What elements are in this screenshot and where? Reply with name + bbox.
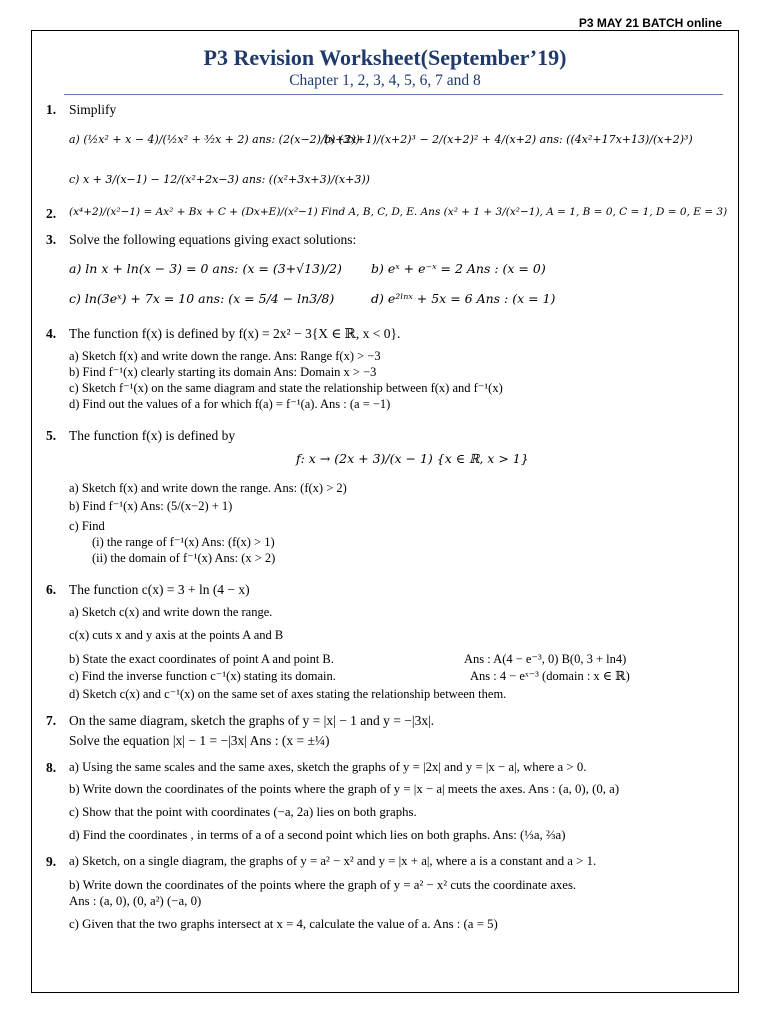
q1-line-1: Simplify [69, 102, 117, 117]
q4-part-c: c) Sketch f⁻¹(x) on the same diagram and state the relationship between f(x) and f⁻¹(x) [69, 381, 503, 395]
q6-part-b: b) State the exact coordinates of point A and point B. [69, 652, 334, 666]
q2-number: 2. [46, 206, 57, 221]
q6-part-b-answer: Ans : A(4 − e⁻³, 0) B(0, 3 + ln4) [464, 652, 627, 666]
worksheet-title: P3 Revision Worksheet(September’19) [203, 45, 567, 70]
worksheet-subtitle: Chapter 1, 2, 3, 4, 5, 6, 7 and 8 [289, 72, 481, 89]
q9-part-a: a) Sketch, on a single diagram, the graphs of y = a² − x² and y = |x + a|, where a is a constant and a > 1. [69, 854, 597, 868]
q3-part-d: d) e²ˡⁿˣ + 5x = 6 Ans : (x = 1) [371, 291, 556, 306]
q3-part-c: c) ln(3eˣ) + 7x = 10 ans: (x = 5/4 − ln3/8) [69, 291, 335, 306]
q9-part-b: b) Write down the coordinates of the points where the graph of y = a² − x² cuts the coordinate axes. [69, 878, 577, 892]
q7-line-2: Solve the equation |x| − 1 = −|3x| Ans : (x = ±¼) [69, 733, 330, 748]
q3-number: 3. [46, 232, 57, 247]
q4-number: 4. [46, 326, 57, 341]
q8-part-a: a) Using the same scales and the same axes, sketch the graphs of y = |2x| and y = |x − a|, where a > 0. [69, 760, 587, 774]
q6-intercept-text: c(x) cuts x and y axis at the points A and B [69, 628, 284, 642]
q1-part-b: b) (3x+1)/(x+2)³ − 2/(x+2)² + 4/(x+2) ans: ((4x²+17x+13)/(x+2)³) [324, 133, 693, 146]
q4-part-a: a) Sketch f(x) and write down the range. Ans: Range f(x) > −3 [69, 349, 381, 363]
batch-header: P3 MAY 21 BATCH online [578, 16, 722, 30]
q3-part-a: a) ln x + ln(x − 3) = 0 ans: (x = (3+√13)/2) [69, 261, 342, 276]
q1-number: 1. [46, 102, 57, 117]
q1-part-a: a) (½x² + x − 4)/(½x² + ³⁄₂x + 2) ans: (2(x−2)/(x+2)) [69, 133, 360, 146]
q4-line-1: The function f(x) is defined by f(x) = 2x² − 3{X ∈ ℝ, x < 0}. [69, 326, 401, 341]
q5-part-c-ii: (ii) the domain of f⁻¹(x) Ans: (x > 2) [92, 551, 276, 565]
q5-part-a: a) Sketch f(x) and write down the range. Ans: (f(x) > 2) [69, 481, 347, 495]
q8-part-b: b) Write down the coordinates of the points where the graph of y = |x − a| meets the axes. Ans : (a, 0), (0, a) [69, 782, 620, 796]
q2-line-1: (x⁴+2)/(x²−1) = Ax² + Bx + C + (Dx+E)/(x²−1) Find A, B, C, D, E. Ans (x² + 1 + 3/(x²−1), A = 1, B = 0, C = 1, D = 0, E = 3) [69, 206, 728, 218]
q8-part-d: d) Find the coordinates , in terms of a of a second point which lies on both graphs. Ans: (⅓a, ⅔a) [69, 828, 566, 842]
q3-line-1: Solve the following equations giving exact solutions: [69, 232, 357, 247]
q5-part-c: c) Find [69, 519, 105, 533]
q5-number: 5. [46, 428, 57, 443]
q5-part-c-i: (i) the range of f⁻¹(x) Ans: (f(x) > 1) [92, 535, 275, 549]
q9-part-c: c) Given that the two graphs intersect at x = 4, calculate the value of a. Ans : (a = 5) [69, 917, 498, 931]
q9-number: 9. [46, 854, 57, 869]
q5-function-def: f: x → (2x + 3)/(x − 1) {x ∈ ℝ, x > 1} [296, 451, 529, 466]
q3-part-b: b) eˣ + e⁻ˣ = 2 Ans : (x = 0) [371, 261, 546, 276]
title-divider [64, 94, 723, 95]
q6-part-c-answer: Ans : 4 − eˣ⁻³ (domain : x ∈ ℝ) [470, 669, 630, 683]
q9-part-b-answer: Ans : (a, 0), (0, a²) (−a, 0) [69, 894, 202, 908]
q8-part-c: c) Show that the point with coordinates (−a, 2a) lies on both graphs. [69, 805, 417, 819]
q1-part-c: c) x + 3/(x−1) − 12/(x²+2x−3) ans: ((x²+3x+3)/(x+3)) [69, 173, 370, 186]
q5-line-1: The function f(x) is defined by [69, 428, 236, 443]
q4-part-d: d) Find out the values of a for which f(a) = f⁻¹(a). Ans : (a = −1) [69, 397, 391, 411]
q6-number: 6. [46, 582, 57, 597]
q7-line-1: On the same diagram, sketch the graphs of y = |x| − 1 and y = −|3x|. [69, 713, 435, 728]
q6-part-d: d) Sketch c(x) and c⁻¹(x) on the same set of axes stating the relationship between them. [69, 687, 507, 701]
q6-part-a: a) Sketch c(x) and write down the range. [69, 605, 273, 619]
q8-number: 8. [46, 760, 57, 775]
q5-part-b: b) Find f⁻¹(x) Ans: (5/(x−2) + 1) [69, 499, 233, 513]
q6-part-c: c) Find the inverse function c⁻¹(x) stating its domain. [69, 669, 336, 683]
q6-line-1: The function c(x) = 3 + ln (4 − x) [69, 582, 250, 597]
q4-part-b: b) Find f⁻¹(x) clearly starting its domain Ans: Domain x > −3 [69, 365, 377, 379]
q7-number: 7. [46, 713, 57, 728]
